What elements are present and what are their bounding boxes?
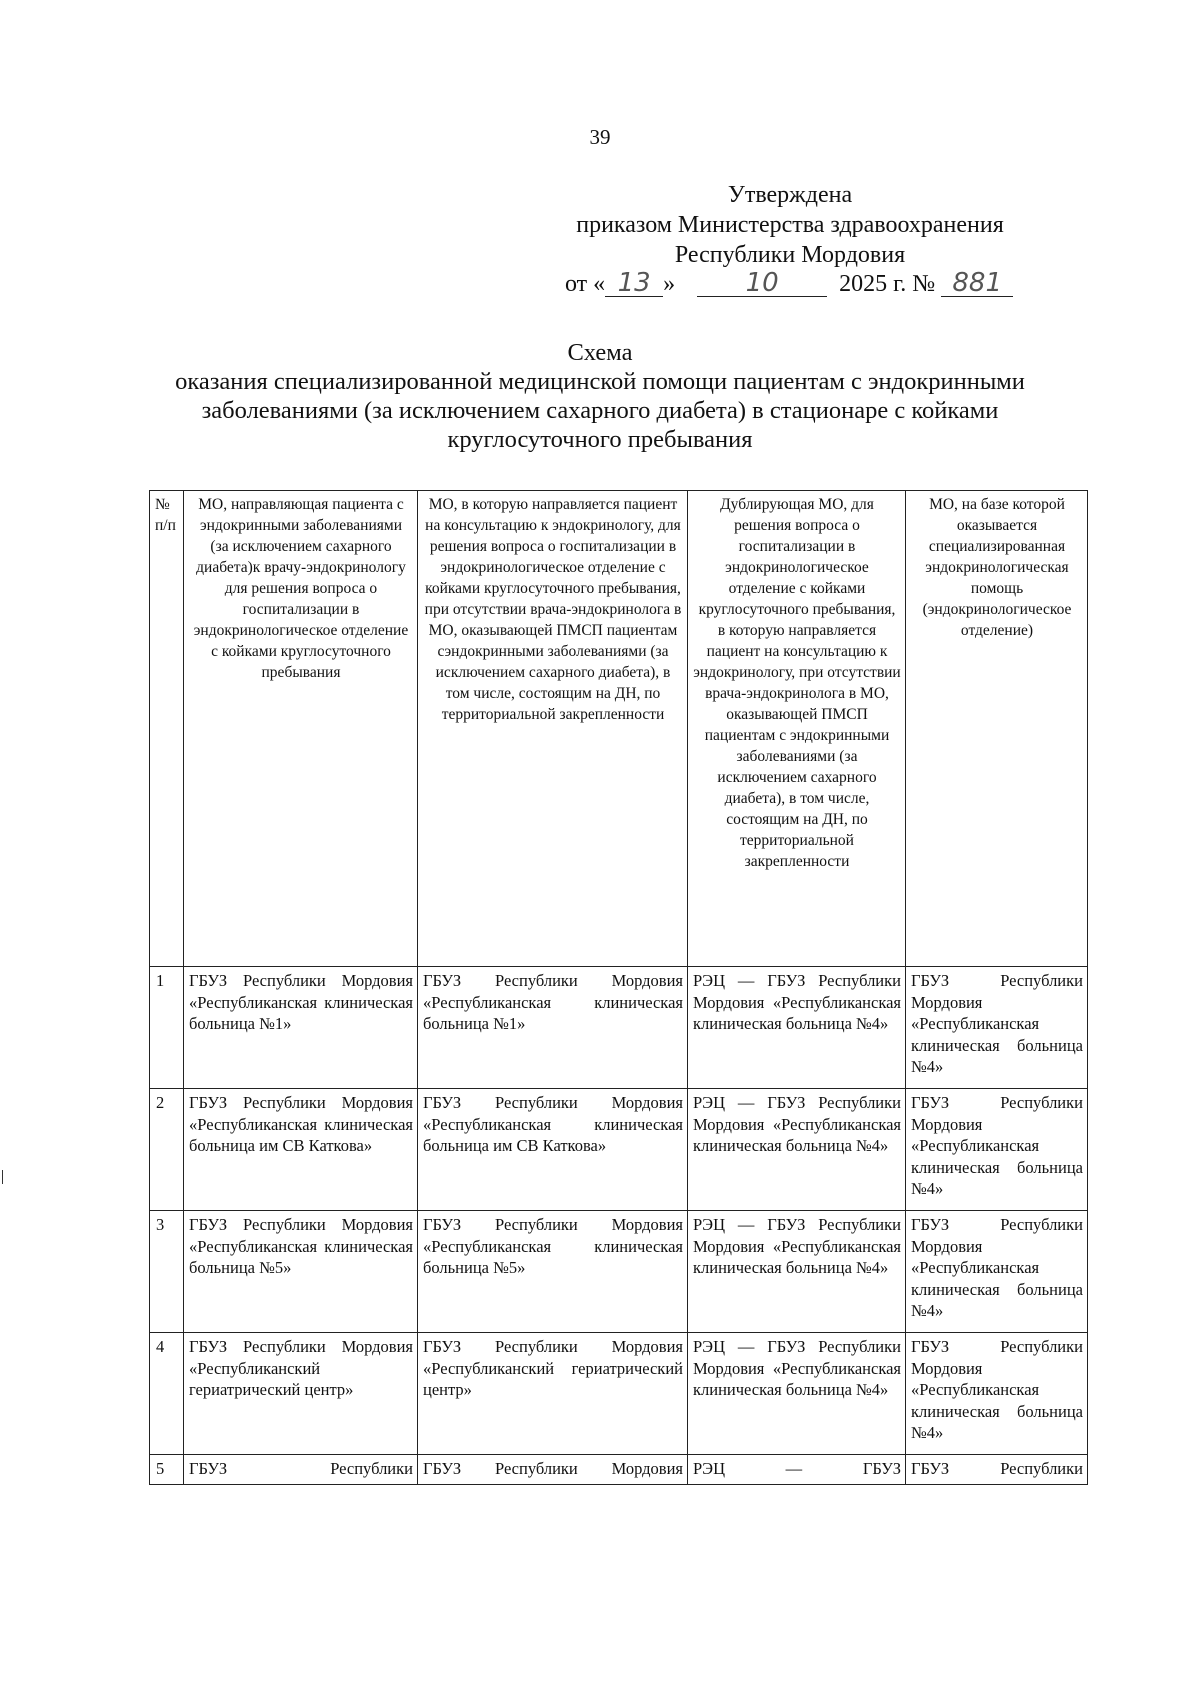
row-num: 5 [150, 1455, 184, 1485]
order-number: 881 [941, 270, 1013, 297]
row-backup: РЭЦ — ГБУЗ Республики Мордовия «Республиканская клиническая больница №4» [688, 1211, 906, 1333]
row-base: ГБУЗ Республики Мордовия «Республиканская клиническая больница №4» [906, 1333, 1088, 1455]
row-backup: РЭЦ — ГБУЗ Республики Мордовия «Республиканская клиническая больница №4» [688, 1333, 906, 1455]
row-base: ГБУЗ Республики [906, 1455, 1088, 1485]
row-base: ГБУЗ Республики Мордовия «Республиканская клиническая больница №4» [906, 1211, 1088, 1333]
date-mid: » [663, 271, 676, 297]
title-line-3: заболеваниями (за исключением сахарного диабета) в стационаре с койками [201, 397, 999, 424]
row-num: 4 [150, 1333, 184, 1455]
row-consulting: ГБУЗ Республики Мордовия «Республиканский гериатрический центр» [418, 1333, 688, 1455]
row-num: 3 [150, 1211, 184, 1333]
scan-mark [2, 1170, 3, 1184]
title-line-1: Схема [567, 339, 633, 366]
row-referring: ГБУЗ Республики [184, 1455, 418, 1485]
header-num: № п/п [150, 491, 184, 967]
approval-title: Утверждена [727, 182, 853, 208]
row-backup: РЭЦ — ГБУЗ Республики Мордовия «Республиканская клиническая больница №4» [688, 967, 906, 1089]
header-consulting: МО, в которую направляется пациент на консультацию к эндокринологу, для решения вопроса о госпитализации в эндокринологическое отделение с койками круглосуточного пребывания, при отсутствии врача-эндокринолога в МО, оказывающей ПМСП пациентам сэндокринными заболеваниями (за исключением сахарного диабета), в том числе, состоящим на ДН, по территориальной закрепленности [418, 491, 688, 967]
date-prefix: от « [565, 271, 606, 297]
order-year: 2025 г. № [839, 271, 936, 297]
header-backup: Дублирующая МО, для решения вопроса о госпитализации в эндокринологическое отделение с койками круглосуточного пребывания, в которую направляется пациент на консультацию к эндокринологу, при отсутствии врача-эндокринолога в МО, оказывающей ПМСП пациентам с эндокринными заболеваниями (за исключением сахарного диабета), в том числе, состоящим на ДН, по территориальной закрепленности [688, 491, 906, 967]
row-consulting: ГБУЗ Республики Мордовия «Республиканская клиническая больница №5» [418, 1211, 688, 1333]
row-backup: РЭЦ — ГБУЗ Республики Мордовия «Республиканская клиническая больница №4» [688, 1089, 906, 1211]
header-referring: МО, направляющая пациента с эндокринными заболеваниями (за исключением сахарного диабета)к врачу-эндокринологу для решения вопроса о госпитализации в эндокринологическое отделение с койками круглосуточного пребывания [184, 491, 418, 967]
row-consulting: ГБУЗ Республики Мордовия [418, 1455, 688, 1485]
order-date-line [565, 270, 1013, 298]
approval-block [540, 180, 1040, 270]
order-day: 13 [605, 270, 663, 297]
table-header-row [150, 491, 1088, 967]
row-referring: ГБУЗ Республики Мордовия «Республиканский гериатрический центр» [184, 1333, 418, 1455]
header-base: МО, на базе которой оказывается специализированная эндокринологическая помощь (эндокринологическое отделение) [906, 491, 1088, 967]
approval-ministry: приказом Министерства здравоохранения [576, 212, 1004, 238]
row-consulting: ГБУЗ Республики Мордовия «Республиканская клиническая больница №1» [418, 967, 688, 1089]
table-row [150, 1333, 1088, 1455]
table-row [150, 1211, 1088, 1333]
document-title [80, 338, 1120, 454]
row-num: 1 [150, 967, 184, 1089]
order-month: 10 [697, 270, 827, 297]
row-base: ГБУЗ Республики Мордовия «Республиканская клиническая больница №4» [906, 967, 1088, 1089]
row-referring: ГБУЗ Республики Мордовия «Республиканская клиническая больница №1» [184, 967, 418, 1089]
approval-region: Республики Мордовия [674, 242, 906, 268]
table-row [150, 1089, 1088, 1211]
table-row [150, 1455, 1088, 1485]
row-num: 2 [150, 1089, 184, 1211]
row-base: ГБУЗ Республики Мордовия «Республиканская клиническая больница №4» [906, 1089, 1088, 1211]
row-referring: ГБУЗ Республики Мордовия «Республиканская клиническая больница №5» [184, 1211, 418, 1333]
scheme-table [149, 490, 1088, 1485]
title-line-4: круглосуточного пребывания [447, 426, 753, 453]
table-row [150, 967, 1088, 1089]
row-backup: РЭЦ — ГБУЗ [688, 1455, 906, 1485]
page-number: 39 [589, 125, 611, 149]
row-referring: ГБУЗ Республики Мордовия «Республиканская клиническая больница им СВ Каткова» [184, 1089, 418, 1211]
title-line-2: оказания специализированной медицинской помощи пациентам с эндокринными [175, 368, 1025, 395]
row-consulting: ГБУЗ Республики Мордовия «Республиканская клиническая больница им СВ Каткова» [418, 1089, 688, 1211]
